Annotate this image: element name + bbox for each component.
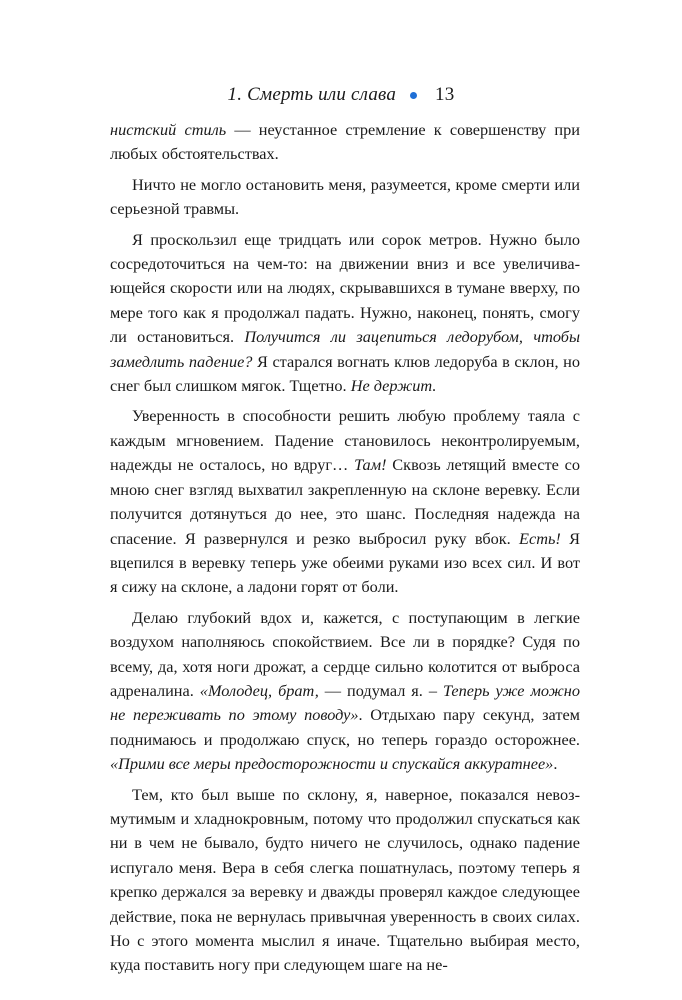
text-segment: — подумал я. – xyxy=(318,680,443,700)
text-segment: Тем, кто был выше по склону, я, наверное, показался невозмутимым и хладнокровным, потому что продолжил спускаться как ни в чем не бывало, будто ничего не случилось, однако падение испугало меня. Вера в себя слегка пошатнулась, поэтому теперь я крепко держался за веревку и дважды проверял каждое следующее действие, пока не вернулась привычная уверенность в своих силах. Но с этого момента мыслил я иначе. Тщательно выбирая место, куда поставить ногу при следующем шаге на не- xyxy=(110,784,580,975)
paragraph xyxy=(110,118,580,167)
paragraph xyxy=(110,404,580,599)
italic-text: нистский стиль xyxy=(110,120,227,139)
running-header xyxy=(0,84,682,106)
italic-text: Получится ли зацепиться ледорубом, чтобы замедлить падение? xyxy=(110,327,580,371)
chapter-title: 1. Смерть или слава xyxy=(227,84,397,105)
italic-text: Теперь уже можно не переживать по этому поводу» xyxy=(110,680,581,725)
bullet-dot-icon xyxy=(410,92,417,99)
paragraph xyxy=(110,228,580,399)
paragraph xyxy=(110,783,580,978)
italic-text: Есть! xyxy=(519,528,561,548)
paragraph xyxy=(110,173,580,222)
text-segment: Я вцепился в веревку теперь уже обеими руками изо всех сил. И вот я сижу на склоне, а ладони горят от боли. xyxy=(110,528,580,597)
text-segment: Ничто не могло остановить меня, разумеется, кроме смерти или серьезной травмы. xyxy=(110,174,580,219)
text-segment: Делаю глубокий вдох и, кажется, с поступающим в легкие воздухом наполняюсь спокойствием. Все ли в порядке? Судя по всему, да, хотя ноги дрожат, а сердце сильно колотится от выброса адреналина. xyxy=(110,607,580,700)
text-segment: Я проскользил еще тридцать или сорок метров. Нужно было сосредоточиться на чем-то: на движении вниз и все увеличивающейся скорости или на людях, скрывавшихся в тумане вверху, по мере того как я продолжал падать. Нужно, наконец, понять, смогу ли остановиться. xyxy=(110,229,580,347)
text-segment: Я старался вогнать клюв ледоруба в склон, но снег был слишком мягок. Тщетно. xyxy=(110,351,580,396)
paragraph xyxy=(110,606,580,777)
italic-text: «Молодец, брат, xyxy=(199,680,319,700)
body-text xyxy=(110,118,580,984)
text-segment: . Отдыхаю пару секунд, затем поднимаюсь и продолжаю спуск, но теперь гораздо осторожнее. xyxy=(110,705,580,749)
text-segment: Уверенность в способности решить любую проблему таяла с каждым мгновением. Падение становилось неконтролируемым, надежды не осталось, но вдруг… xyxy=(110,406,580,475)
text-segment: Сквозь летящий вместе со мною снег взгляд выхватил закрепленную на склоне веревку. Если получится дотянуться до нее, это шанс. Последняя надежда на спасение. Я развернулся и резко выбросил руку вбок. xyxy=(110,455,580,548)
text-segment: . xyxy=(553,754,558,774)
text-segment: — неустанное стремление к совершенству при любых обстоятельствах. xyxy=(110,120,580,164)
page-number: 13 xyxy=(435,84,455,105)
italic-text: Там! xyxy=(354,455,387,475)
italic-text: «Прими все меры предосторожности и спускайся аккуратнее» xyxy=(110,754,554,774)
italic-text: Не держит. xyxy=(350,376,437,396)
